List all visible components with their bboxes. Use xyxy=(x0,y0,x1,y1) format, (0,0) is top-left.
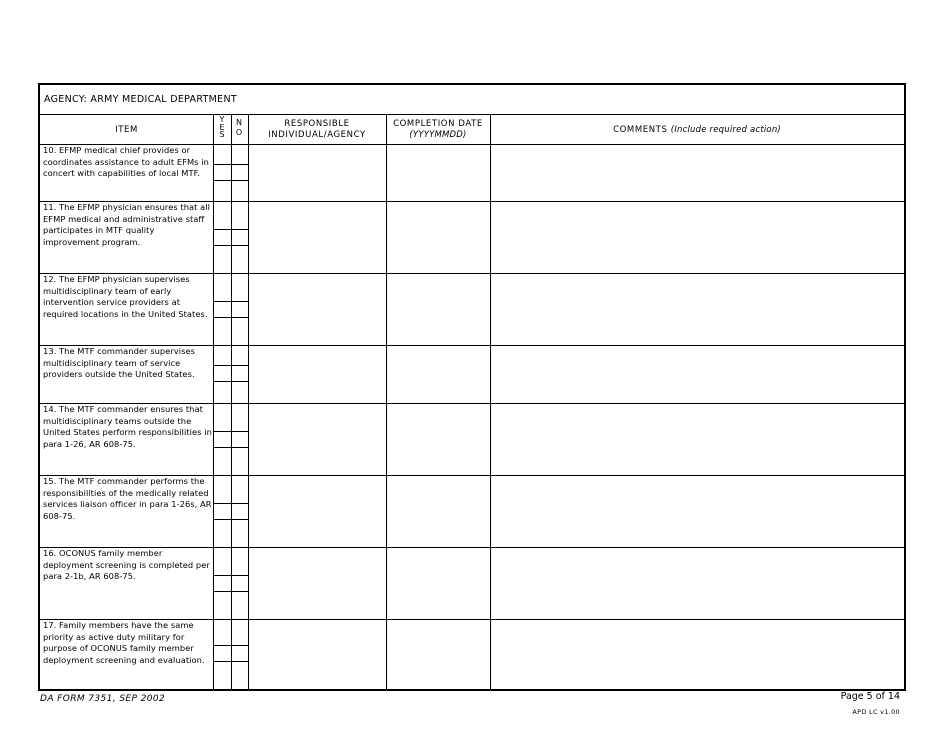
responsible-header xyxy=(248,115,386,145)
comments-header xyxy=(490,115,904,145)
item-header xyxy=(40,115,213,145)
yes-header-letter: Y xyxy=(219,115,225,124)
completion-header-line: COMPLETION DATE xyxy=(393,119,483,129)
checklist-item-17: 17. Family members have the same priority as active duty military for purpose of OCONUS family member deployment screening and evaluation. xyxy=(43,620,205,665)
form-version: APD LC v1.00 xyxy=(852,708,900,716)
comments-header-text: COMMENTS xyxy=(613,124,668,135)
completion-header-format xyxy=(409,130,466,141)
checkbox-divider xyxy=(213,591,248,592)
form-identifier: DA FORM 7351, SEP 2002 xyxy=(40,694,166,704)
checkbox-divider xyxy=(213,575,248,576)
yes-header-letter: E xyxy=(219,122,225,132)
checkbox-divider xyxy=(213,519,248,520)
checkbox-divider xyxy=(213,180,248,181)
no-header xyxy=(231,118,247,137)
checkbox-divider xyxy=(213,164,248,165)
checkbox-divider xyxy=(213,317,248,318)
checkbox-divider xyxy=(213,301,248,302)
checkbox-divider xyxy=(213,431,248,432)
checklist-item-11: 11. The EFMP physician ensures that all EFMP medical and administrative staff participates in MTF quality improvement program. xyxy=(43,202,210,247)
checklist-item-15: 15. The MTF commander performs the responsibilities of the medically related services liaison officer in para 1-26s, AR 608-75. xyxy=(43,476,212,521)
checklist-item-14: 14. The MTF commander ensures that multidisciplinary teams outside the United States perform responsibilities in para 1-26, AR 608-75. xyxy=(43,404,212,449)
checkbox-divider xyxy=(213,447,248,448)
checkbox-divider xyxy=(213,381,248,382)
item-header-label: ITEM xyxy=(115,124,138,135)
completion-date-header xyxy=(386,115,490,145)
completion-date-format: (YYYYMMDD) xyxy=(409,130,467,140)
no-header-letter: O xyxy=(235,127,243,137)
checkbox-divider xyxy=(213,365,248,366)
comments-header-label xyxy=(613,125,781,136)
checklist-form xyxy=(38,83,906,691)
checklist-item-12: 12. The EFMP physician supervises multidisciplinary team of early intervention service providers at required locations in the United States. xyxy=(43,274,208,319)
checkbox-divider xyxy=(213,661,248,662)
yes-header-letter: S xyxy=(219,130,225,139)
checkbox-divider xyxy=(213,503,248,504)
checkbox-divider xyxy=(213,245,248,246)
checklist-item-10: 10. EFMP medical chief provides or coordinates assistance to adult EFMs in concert with capabilities of local MTF. xyxy=(43,145,209,179)
no-header-letter: N xyxy=(236,118,242,127)
checklist-item-16: 16. OCONUS family member deployment screening is completed per para 2-1b, AR 608-75. xyxy=(43,548,210,582)
yes-header xyxy=(214,116,230,139)
page-number: Page 5 of 14 xyxy=(840,691,900,702)
responsible-header-line: INDIVIDUAL/AGENCY xyxy=(268,130,366,140)
responsible-header-line: RESPONSIBLE xyxy=(284,119,350,129)
checkbox-divider xyxy=(213,229,248,230)
checkbox-divider xyxy=(213,645,248,646)
comments-header-note: (Include required action) xyxy=(670,124,781,135)
agency-label: AGENCY: ARMY MEDICAL DEPARTMENT xyxy=(40,85,904,115)
checklist-item-13: 13. The MTF commander supervises multidisciplinary team of service providers outside the United States. xyxy=(43,346,196,380)
